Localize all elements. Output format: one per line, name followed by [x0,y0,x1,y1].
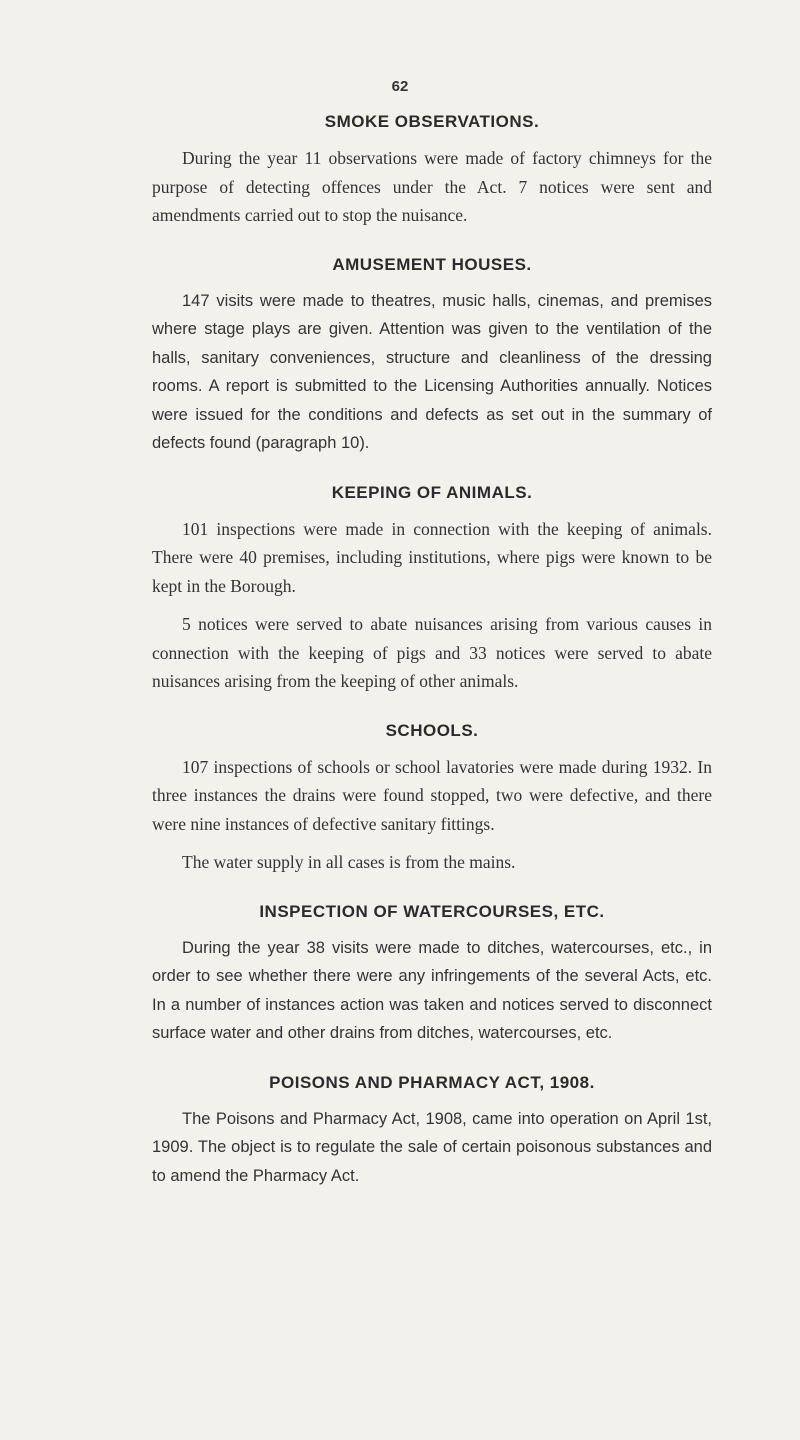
section-heading: SMOKE OBSERVATIONS. [324,112,540,131]
section-amusement-houses [152,255,712,458]
section-heading: KEEPING OF ANIMALS. [331,482,533,502]
section-paragraph: The water supply in all cases is from the mains. [182,852,516,872]
section-paragraph: During the year 11 observations were made of factory chimneys for the purpose of detecting offences under the Act. 7 notices were sent and amendments carried out to stop the nuisance. [152,148,712,225]
section-schools [152,721,712,877]
section-heading: POISONS AND PHARMACY ACT, 1908. [269,1072,595,1092]
section-keeping-of-animals [152,483,712,696]
section-paragraph: 107 inspections of schools or school lavatories were made during 1932. In three instances the drains were found stopped, two were defective, and there were nine instances of defective sanitary fittings. [152,756,712,834]
section-poisons-and-pharmacy-act [152,1073,712,1191]
section-inspection-of-watercourses [152,902,712,1048]
section-heading: INSPECTION OF WATERCOURSES, ETC. [259,901,605,921]
section-heading: SCHOOLS. [385,720,479,740]
section-paragraph: During the year 38 visits were made to ditches, watercourses, etc., in order to see whether there were any infringements of the several Acts, etc. In a number of instances action was taken and notices served to disconnect surface water and other drains from ditches, watercourses, etc. [152,938,712,1042]
section-smoke-observations [152,112,712,230]
document-body [152,112,712,1190]
section-heading: AMUSEMENT HOUSES. [332,254,532,274]
section-paragraph: The Poisons and Pharmacy Act, 1908, came into operation on April 1st, 1909. The object is to regulate the sale of certain poisonous substances and to amend the Pharmacy Act. [152,1109,712,1185]
section-paragraph: 101 inspections were made in connection with the keeping of animals. There were 40 premises, including institutions, where pigs were known to be kept in the Borough. [152,518,712,596]
page-number: 62 [391,78,409,95]
section-paragraph: 5 notices were served to abate nuisances arising from various causes in connection with the keeping of pigs and 33 notices were served to abate nuisances arising from the keeping of other animals. [152,614,712,691]
section-paragraph: 147 visits were made to theatres, music halls, cinemas, and premises where stage plays are given. Attention was given to the ventilation of the halls, sanitary conveniences, structure and cleanliness of the dressing rooms. A report is submitted to the Licensing Authorities annually. Notices were issued for the conditions and defects as set out in the summary of defects found (paragraph 10). [152,291,712,452]
